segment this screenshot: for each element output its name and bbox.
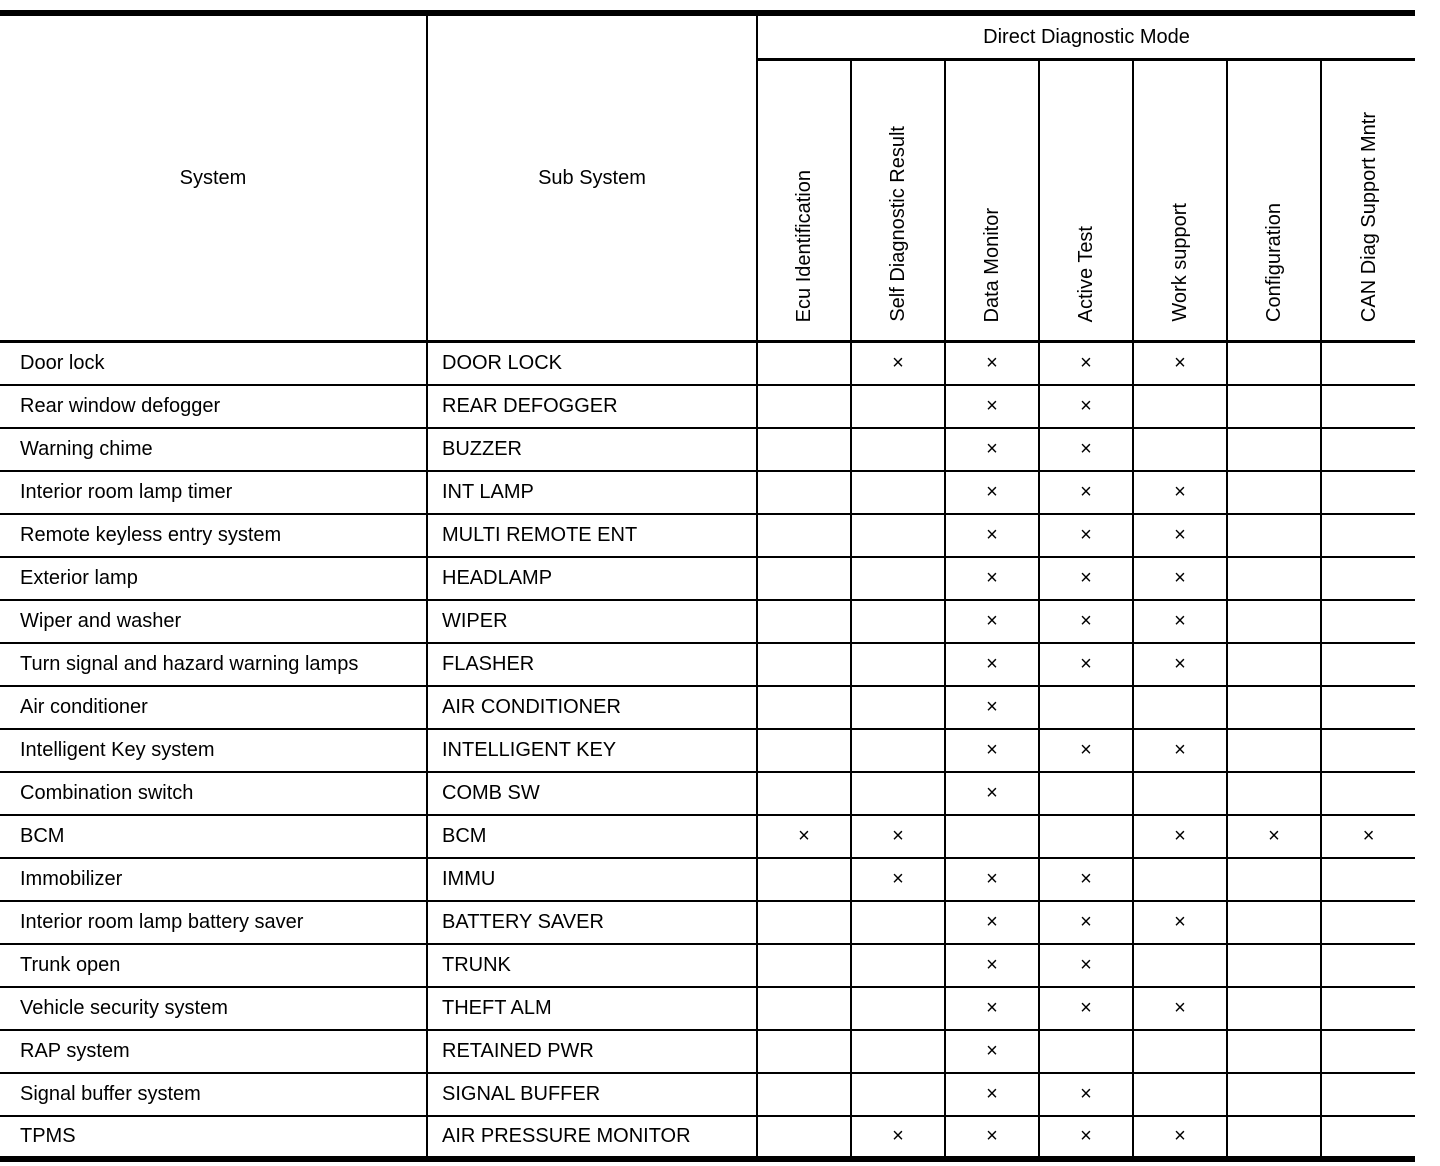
mode-mark-cell: × xyxy=(1321,815,1415,858)
mode-mark-cell: × xyxy=(1133,342,1227,385)
system-cell: Intelligent Key system xyxy=(0,729,427,772)
mode-empty-cell xyxy=(1321,342,1415,385)
mode-empty-cell xyxy=(1133,686,1227,729)
mode-empty-cell xyxy=(851,944,945,987)
mode-mark-cell: × xyxy=(945,772,1039,815)
mode-mark-cell: × xyxy=(945,901,1039,944)
mode-empty-cell xyxy=(757,428,851,471)
table-body xyxy=(0,342,1415,1159)
mode-mark-cell: × xyxy=(945,514,1039,557)
mode-mark-cell: × xyxy=(1133,729,1227,772)
mode-empty-cell xyxy=(1133,1030,1227,1073)
system-cell: Vehicle security system xyxy=(0,987,427,1030)
mode-mark-cell: × xyxy=(1039,944,1133,987)
mode-mark-cell: × xyxy=(1133,901,1227,944)
system-cell: Trunk open xyxy=(0,944,427,987)
mode-empty-cell xyxy=(1227,1116,1321,1159)
sub-system-cell: BATTERY SAVER xyxy=(427,901,757,944)
mode-mark-cell: × xyxy=(1039,729,1133,772)
mode-mark-cell: × xyxy=(851,858,945,901)
mode-empty-cell xyxy=(1321,514,1415,557)
mode-mark-cell: × xyxy=(1039,342,1133,385)
mode-empty-cell xyxy=(1227,729,1321,772)
mode-empty-cell xyxy=(1133,772,1227,815)
mode-empty-cell xyxy=(1227,557,1321,600)
mode-mark-cell: × xyxy=(1039,428,1133,471)
table-row xyxy=(0,557,1415,600)
mode-empty-cell xyxy=(851,557,945,600)
system-cell: Signal buffer system xyxy=(0,1073,427,1116)
mode-empty-cell xyxy=(1227,858,1321,901)
mode-empty-cell xyxy=(1321,901,1415,944)
table-row xyxy=(0,901,1415,944)
system-column-header: System xyxy=(0,13,427,342)
mode-empty-cell xyxy=(1321,1073,1415,1116)
mode-mark-cell: × xyxy=(945,1116,1039,1159)
sub-system-cell: BCM xyxy=(427,815,757,858)
mode-empty-cell xyxy=(1227,471,1321,514)
mode-empty-cell xyxy=(851,1073,945,1116)
table-row xyxy=(0,643,1415,686)
table-row xyxy=(0,729,1415,772)
mode-mark-cell: × xyxy=(1039,471,1133,514)
table-row xyxy=(0,342,1415,385)
mode-mark-cell: × xyxy=(1133,557,1227,600)
mode-column-label: Data Monitor xyxy=(981,207,1003,322)
mode-empty-cell xyxy=(1133,385,1227,428)
system-cell: Remote keyless entry system xyxy=(0,514,427,557)
mode-empty-cell xyxy=(757,686,851,729)
mode-empty-cell xyxy=(851,1030,945,1073)
sub-system-cell: RETAINED PWR xyxy=(427,1030,757,1073)
mode-empty-cell xyxy=(851,643,945,686)
system-cell: Door lock xyxy=(0,342,427,385)
mode-mark-cell: × xyxy=(1039,385,1133,428)
sub-system-cell: AIR PRESSURE MONITOR xyxy=(427,1116,757,1159)
sub-system-cell: INT LAMP xyxy=(427,471,757,514)
group-header-row xyxy=(0,13,1415,60)
table-row xyxy=(0,944,1415,987)
mode-empty-cell xyxy=(1227,1030,1321,1073)
mode-mark-cell: × xyxy=(1039,1116,1133,1159)
sub-system-cell: FLASHER xyxy=(427,643,757,686)
mode-column-label: CAN Diag Support Mntr xyxy=(1357,111,1380,322)
system-cell: Wiper and washer xyxy=(0,600,427,643)
mode-empty-cell xyxy=(1227,987,1321,1030)
table-row xyxy=(0,1030,1415,1073)
mode-empty-cell xyxy=(1321,944,1415,987)
sub-system-cell: COMB SW xyxy=(427,772,757,815)
system-cell: Turn signal and hazard warning lamps xyxy=(0,643,427,686)
mode-empty-cell xyxy=(757,385,851,428)
mode-mark-cell: × xyxy=(945,557,1039,600)
mode-column-header-self-diagnostic-result xyxy=(851,60,945,342)
sub-system-cell: TRUNK xyxy=(427,944,757,987)
system-cell: Air conditioner xyxy=(0,686,427,729)
mode-empty-cell xyxy=(945,815,1039,858)
mode-empty-cell xyxy=(1321,385,1415,428)
mode-empty-cell xyxy=(1227,772,1321,815)
mode-column-label: Self Diagnostic Result xyxy=(887,126,909,322)
mode-empty-cell xyxy=(757,1116,851,1159)
mode-empty-cell xyxy=(757,342,851,385)
mode-empty-cell xyxy=(1133,858,1227,901)
sub-system-cell: AIR CONDITIONER xyxy=(427,686,757,729)
mode-column-header-ecu-identification xyxy=(757,60,851,342)
mode-mark-cell: × xyxy=(945,643,1039,686)
table-row xyxy=(0,428,1415,471)
mode-mark-cell: × xyxy=(851,815,945,858)
mode-empty-cell xyxy=(1039,815,1133,858)
mode-mark-cell: × xyxy=(945,1030,1039,1073)
mode-empty-cell xyxy=(851,772,945,815)
mode-mark-cell: × xyxy=(1133,600,1227,643)
mode-column-header-work-support xyxy=(1133,60,1227,342)
mode-mark-cell: × xyxy=(1133,514,1227,557)
table-row xyxy=(0,858,1415,901)
system-cell: Exterior lamp xyxy=(0,557,427,600)
mode-mark-cell: × xyxy=(1039,643,1133,686)
table-row xyxy=(0,471,1415,514)
mode-empty-cell xyxy=(1227,428,1321,471)
direct-diagnostic-mode-group-header: Direct Diagnostic Mode xyxy=(757,13,1415,60)
mode-mark-cell: × xyxy=(945,342,1039,385)
mode-mark-cell: × xyxy=(1039,858,1133,901)
mode-empty-cell xyxy=(1039,1030,1133,1073)
mode-empty-cell xyxy=(851,901,945,944)
table-row xyxy=(0,772,1415,815)
mode-empty-cell xyxy=(1321,471,1415,514)
table-row xyxy=(0,385,1415,428)
system-cell: BCM xyxy=(0,815,427,858)
mode-mark-cell: × xyxy=(945,729,1039,772)
mode-empty-cell xyxy=(851,987,945,1030)
sub-system-cell: MULTI REMOTE ENT xyxy=(427,514,757,557)
mode-empty-cell xyxy=(1227,944,1321,987)
mode-mark-cell: × xyxy=(945,944,1039,987)
mode-mark-cell: × xyxy=(1133,643,1227,686)
table-row xyxy=(0,600,1415,643)
mode-empty-cell xyxy=(757,514,851,557)
mode-empty-cell xyxy=(757,729,851,772)
mode-mark-cell: × xyxy=(851,342,945,385)
mode-empty-cell xyxy=(1321,686,1415,729)
mode-empty-cell xyxy=(1227,901,1321,944)
sub-system-cell: THEFT ALM xyxy=(427,987,757,1030)
mode-empty-cell xyxy=(757,643,851,686)
mode-column-header-configuration xyxy=(1227,60,1321,342)
system-cell: RAP system xyxy=(0,1030,427,1073)
mode-mark-cell: × xyxy=(945,600,1039,643)
mode-empty-cell xyxy=(1227,600,1321,643)
mode-mark-cell: × xyxy=(1039,600,1133,643)
mode-mark-cell: × xyxy=(1133,815,1227,858)
mode-mark-cell: × xyxy=(1133,1116,1227,1159)
mode-mark-cell: × xyxy=(1039,987,1133,1030)
sub-system-cell: INTELLIGENT KEY xyxy=(427,729,757,772)
mode-empty-cell xyxy=(1321,600,1415,643)
mode-empty-cell xyxy=(1321,1030,1415,1073)
mode-empty-cell xyxy=(1321,858,1415,901)
mode-empty-cell xyxy=(851,600,945,643)
table-header xyxy=(0,13,1415,342)
mode-empty-cell xyxy=(1039,772,1133,815)
sub-system-cell: BUZZER xyxy=(427,428,757,471)
mode-empty-cell xyxy=(757,772,851,815)
mode-empty-cell xyxy=(1227,342,1321,385)
diagnostic-mode-table xyxy=(0,10,1415,1162)
mode-column-label: Configuration xyxy=(1263,203,1285,322)
mode-mark-cell: × xyxy=(1133,471,1227,514)
mode-column-header-data-monitor xyxy=(945,60,1039,342)
mode-mark-cell: × xyxy=(1039,1073,1133,1116)
mode-mark-cell: × xyxy=(1039,901,1133,944)
mode-column-label: Work support xyxy=(1169,203,1191,322)
mode-empty-cell xyxy=(757,1030,851,1073)
mode-mark-cell: × xyxy=(1227,815,1321,858)
mode-mark-cell: × xyxy=(945,987,1039,1030)
mode-empty-cell xyxy=(1227,1073,1321,1116)
mode-mark-cell: × xyxy=(757,815,851,858)
mode-empty-cell xyxy=(1321,428,1415,471)
mode-column-label: Active Test xyxy=(1075,225,1097,322)
mode-empty-cell xyxy=(1321,729,1415,772)
table-row xyxy=(0,1073,1415,1116)
mode-empty-cell xyxy=(757,987,851,1030)
system-cell: TPMS xyxy=(0,1116,427,1159)
mode-column-header-active-test xyxy=(1039,60,1133,342)
mode-empty-cell xyxy=(1321,1116,1415,1159)
system-cell: Rear window defogger xyxy=(0,385,427,428)
mode-empty-cell xyxy=(757,858,851,901)
mode-empty-cell xyxy=(757,557,851,600)
mode-empty-cell xyxy=(1133,428,1227,471)
mode-empty-cell xyxy=(1133,944,1227,987)
system-cell: Warning chime xyxy=(0,428,427,471)
mode-mark-cell: × xyxy=(945,471,1039,514)
table-row xyxy=(0,514,1415,557)
table-row xyxy=(0,686,1415,729)
mode-empty-cell xyxy=(851,514,945,557)
mode-mark-cell: × xyxy=(945,858,1039,901)
mode-empty-cell xyxy=(757,944,851,987)
sub-system-cell: HEADLAMP xyxy=(427,557,757,600)
mode-empty-cell xyxy=(1321,557,1415,600)
sub-system-column-header: Sub System xyxy=(427,13,757,342)
table-row xyxy=(0,1116,1415,1159)
sub-system-cell: WIPER xyxy=(427,600,757,643)
mode-mark-cell: × xyxy=(1039,557,1133,600)
table-row xyxy=(0,815,1415,858)
mode-empty-cell xyxy=(851,471,945,514)
mode-mark-cell: × xyxy=(851,1116,945,1159)
mode-mark-cell: × xyxy=(945,686,1039,729)
sub-system-cell: SIGNAL BUFFER xyxy=(427,1073,757,1116)
mode-empty-cell xyxy=(1227,643,1321,686)
mode-empty-cell xyxy=(1227,385,1321,428)
mode-empty-cell xyxy=(851,729,945,772)
mode-empty-cell xyxy=(757,471,851,514)
mode-mark-cell: × xyxy=(945,428,1039,471)
mode-column-header-can-diag-support-mntr xyxy=(1321,60,1415,342)
system-cell: Interior room lamp timer xyxy=(0,471,427,514)
mode-empty-cell xyxy=(1321,987,1415,1030)
mode-empty-cell xyxy=(851,686,945,729)
sub-system-cell: DOOR LOCK xyxy=(427,342,757,385)
mode-mark-cell: × xyxy=(945,385,1039,428)
mode-empty-cell xyxy=(1321,643,1415,686)
mode-empty-cell xyxy=(757,901,851,944)
mode-empty-cell xyxy=(1133,1073,1227,1116)
table-row xyxy=(0,987,1415,1030)
system-cell: Immobilizer xyxy=(0,858,427,901)
mode-empty-cell xyxy=(851,428,945,471)
mode-column-label: Ecu Identification xyxy=(793,169,815,322)
mode-empty-cell xyxy=(1039,686,1133,729)
mode-empty-cell xyxy=(851,385,945,428)
mode-empty-cell xyxy=(757,1073,851,1116)
mode-empty-cell xyxy=(1227,686,1321,729)
sub-system-cell: IMMU xyxy=(427,858,757,901)
system-cell: Interior room lamp battery saver xyxy=(0,901,427,944)
mode-mark-cell: × xyxy=(945,1073,1039,1116)
sub-system-cell: REAR DEFOGGER xyxy=(427,385,757,428)
mode-empty-cell xyxy=(1321,772,1415,815)
mode-empty-cell xyxy=(1227,514,1321,557)
system-cell: Combination switch xyxy=(0,772,427,815)
mode-mark-cell: × xyxy=(1039,514,1133,557)
mode-empty-cell xyxy=(757,600,851,643)
mode-mark-cell: × xyxy=(1133,987,1227,1030)
